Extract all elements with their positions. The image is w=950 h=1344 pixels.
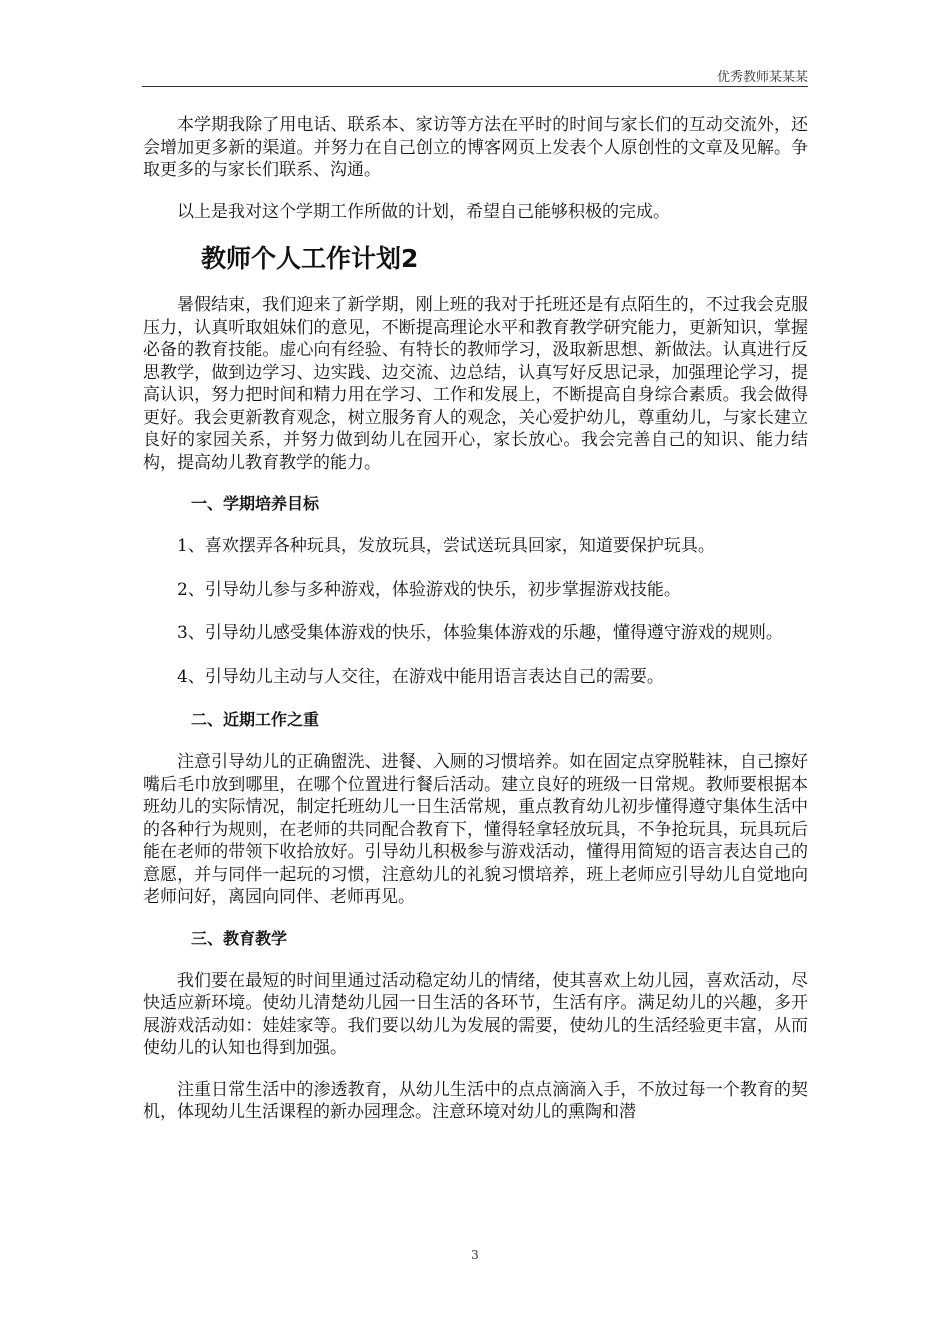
document-title: 教师个人工作计划2 — [201, 244, 419, 273]
goal-item-1: 1、喜欢摆弄各种玩具，发放玩具，尝试送玩具回家，知道要保护玩具。 — [177, 536, 715, 556]
goal-item-3: 3、引导幼儿感受集体游戏的快乐，体验集体游戏的乐趣，懂得遵守游戏的规则。 — [177, 623, 783, 643]
teaching-paragraph-1: 我们要在最短的时间里通过活动稳定幼儿的情绪，使其喜欢上幼儿园，喜欢活动，尽快适应新环境。使幼儿清楚幼儿园一日生活的各环节，生活有序。满足幼儿的兴趣，多开展游戏活动如：娃娃家等。我们要以幼儿为发展的需要，使幼儿的生活经验更丰富，从而使幼儿的认知也得到加强。 — [143, 970, 808, 1058]
goal-item-2: 2、引导幼儿参与多种游戏，体验游戏的快乐，初步掌握游戏技能。 — [177, 579, 681, 600]
section-heading-goals: 一、学期培养目标 — [191, 494, 320, 513]
running-header: 优秀教师某某某 — [716, 70, 808, 85]
summer-paragraph: 暑假结束，我们迎来了新学期，刚上班的我对于托班还是有点陌生的，不过我会克服压力，认真听取姐妹们的意见，不断提高理论水平和教育教学研究能力，更新知识，掌握必备的教育技能。虚心向有经验、有特长的教师学习，汲取新思想、新做法。认真进行反思教学，做到边学习、边实践、边交流、边总结，认真写好反思记录，加强理论学习，提高认识，努力把时间和精力用在学习、工作和发展上，不断提高自身综合素质。我会做得更好。我会更新教育观念，树立服务育人的观念，关心爱护幼儿，尊重幼儿，与家长建立良好的家园关系，并努力做到幼儿在园开心，家长放心。我会完善自己的知识、能力结构，提高幼儿教育教学的能力。 — [143, 295, 808, 473]
goal-item-4: 4、引导幼儿主动与人交往，在游戏中能用语言表达自己的需要。 — [177, 666, 664, 687]
page-number: 3 — [471, 1248, 479, 1262]
document-body — [143, 114, 808, 1143]
recent-work-paragraph: 注意引导幼儿的正确盥洗、进餐、入厕的习惯培养。如在固定点穿脱鞋袜，自己擦好嘴后毛巾放到哪里，在哪个位置进行餐后活动。建立良好的班级一日常规。教师要根据本班幼儿的实际情况，制定托班幼儿一日生活常规，重点教育幼儿初步懂得遵守集体生活中的各种行为规则，在老师的共同配合教育下，懂得轻拿轻放玩具，不争抢玩具，玩具玩后能在老师的带领下收拾放好。引导幼儿积极参与游戏活动，懂得用简短的语言表达自己的意愿，并与同伴一起玩的习惯，注意幼儿的礼貌习惯培养，班上老师应引导幼儿自觉地向老师问好，离园向同伴、老师再见。 — [143, 752, 808, 907]
section-heading-teaching: 三、教育教学 — [191, 928, 288, 948]
intro-paragraph-2: 以上是我对这个学期工作所做的计划，希望自己能够积极的完成。 — [177, 201, 670, 222]
section-heading-recent-work: 二、近期工作之重 — [191, 710, 320, 729]
teaching-paragraph-2: 注重日常生活中的渗透教育，从幼儿生活中的点点滴滴入手，不放过每一个教育的契机，体现幼儿生活课程的新办园理念。注意环境对幼儿的熏陶和潜 — [143, 1079, 808, 1122]
header-divider — [142, 86, 808, 87]
intro-paragraph-1: 本学期我除了用电话、联系本、家访等方法在平时的时间与家长们的互动交流外，还会增加更多新的渠道。并努力在自己创立的博客网页上发表个人原创性的文章及见解。争取更多的与家长们联系、沟通。 — [143, 115, 808, 180]
